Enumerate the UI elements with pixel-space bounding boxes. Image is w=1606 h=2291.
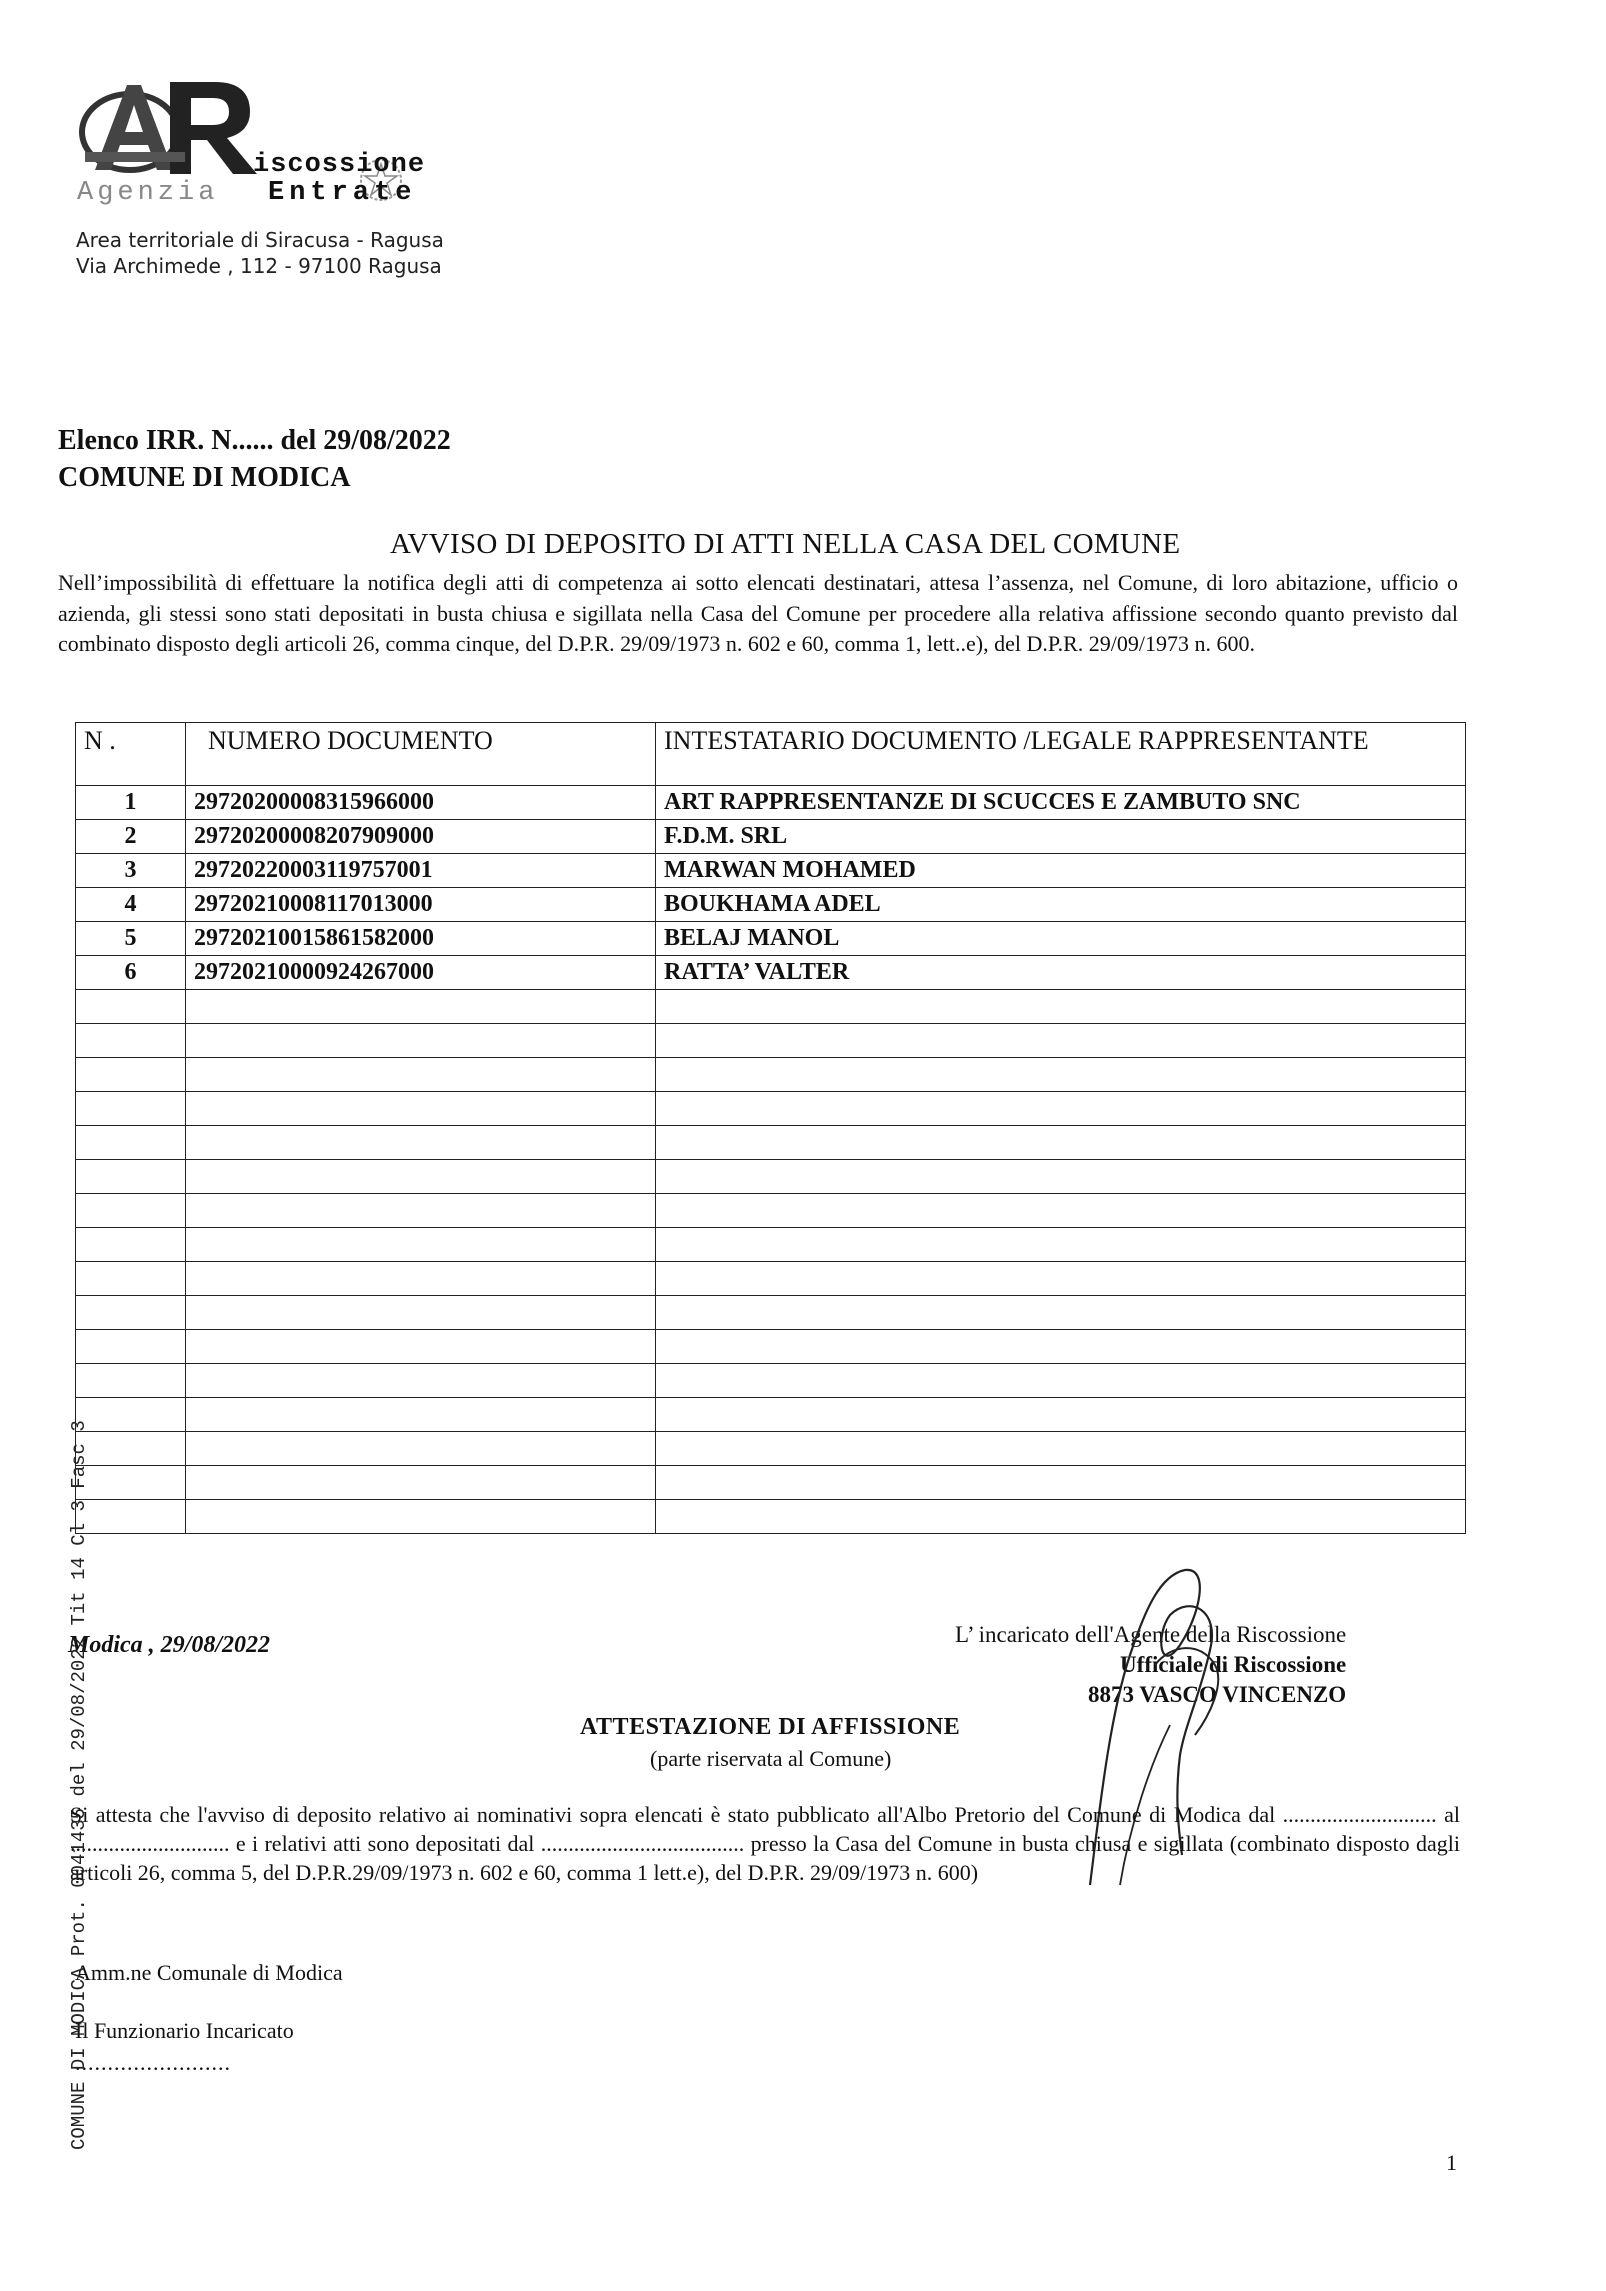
signatory-role: L’ incaricato dell'Agente della Riscossione [955,1622,1347,1647]
empty-cell [76,1432,186,1466]
empty-table-row [76,1330,1466,1364]
empty-cell [76,1160,186,1194]
empty-cell [186,1398,656,1432]
empty-table-row [76,1432,1466,1466]
table-row [76,786,1466,820]
empty-table-row [76,1466,1466,1500]
empty-cell [656,990,1466,1024]
empty-cell [656,1228,1466,1262]
empty-cell [656,1194,1466,1228]
official-in-charge: Il Funzionario Incaricato [75,2018,294,2043]
row-holder-name: BELAJ MANOL [656,922,1466,956]
empty-table-row [76,1160,1466,1194]
empty-cell [656,1466,1466,1500]
logo-iscossione-text: iscossione [253,150,426,180]
row-number: 1 [76,786,186,820]
empty-table-row [76,1500,1466,1534]
row-holder-name: RATTA’ VALTER [656,956,1466,990]
empty-table-row [76,1296,1466,1330]
empty-cell [186,1466,656,1500]
documents-table [75,722,1466,1534]
empty-cell [76,1466,186,1500]
empty-cell [656,1432,1466,1466]
protocol-stamp: COMUNE DI MODICA Prot. 0041435 del 29/08/2022 Tit 14 Cl 3 Fasc 3 [68,1420,90,2150]
empty-cell [186,990,656,1024]
empty-cell [186,1500,656,1534]
header-numero-documento: NUMERO DOCUMENTO [186,723,656,786]
empty-cell [656,1330,1466,1364]
row-holder-name: BOUKHAMA ADEL [656,888,1466,922]
signature-line: ........................ [75,2050,231,2075]
row-document-number: 29720200008207909000 [186,820,656,854]
intro-paragraph: Nell’impossibilità di effettuare la notifica degli atti di competenza ai sotto elencati destinatari, attesa l’assenza, nel Comune, di loro abitazione, ufficio o azienda, gli stessi sono stati depositati in busta chiusa e sigillata nella Casa del Comune per procedere alla relativa affissione secondo quanto previsto dal combinato disposto degli articoli 26, comma cinque, del D.P.R. 29/09/1973 n. 602 e 60, comma 1, lett..e), del D.P.R. 29/09/1973 n. 600. [58,570,1458,656]
signatory-name: 8873 VASCO VINCENZO [1088,1682,1347,1707]
row-document-number: 29720210008117013000 [186,888,656,922]
table-row [76,888,1466,922]
empty-cell [656,1364,1466,1398]
municipal-administration: Amm.ne Comunale di Modica [75,1960,343,1985]
empty-table-row [76,1092,1466,1126]
logo-entrate-text: Entrate [268,178,417,208]
empty-cell [186,1228,656,1262]
attestation-title: ATTESTAZIONE DI AFFISSIONE [580,1714,961,1740]
empty-cell [186,1432,656,1466]
empty-cell [76,1500,186,1534]
comune-heading: COMUNE DI MODICA [58,462,351,493]
empty-cell [76,1228,186,1262]
empty-cell [76,1330,186,1364]
empty-cell [76,990,186,1024]
row-number: 2 [76,820,186,854]
row-number: 4 [76,888,186,922]
empty-table-row [76,1364,1466,1398]
table-row [76,956,1466,990]
empty-table-row [76,1398,1466,1432]
empty-cell [656,1296,1466,1330]
empty-cell [76,1398,186,1432]
empty-cell [186,1092,656,1126]
empty-cell [76,1126,186,1160]
logo-agenzia-text: Agenzia [77,178,219,208]
header-n: N . [76,723,186,786]
header-intestatario: INTESTATARIO DOCUMENTO /LEGALE RAPPRESENTANTE [656,723,1466,786]
empty-cell [186,1364,656,1398]
empty-cell [186,1160,656,1194]
empty-table-row [76,1228,1466,1262]
empty-cell [76,1194,186,1228]
row-holder-name: MARWAN MOHAMED [656,854,1466,888]
empty-table-row [76,1024,1466,1058]
row-document-number: 29720200008315966000 [186,786,656,820]
empty-cell [186,1024,656,1058]
address-line-2: Via Archimede , 112 - 97100 Ragusa [76,254,442,278]
page-number: 1 [1446,2150,1457,2175]
empty-cell [186,1330,656,1364]
row-number: 6 [76,956,186,990]
empty-cell [76,1092,186,1126]
elenco-heading: Elenco IRR. N...... del 29/08/2022 [58,425,451,456]
signatory-office: Ufficiale di Riscossione [1120,1652,1347,1677]
empty-cell [656,1262,1466,1296]
empty-cell [656,1058,1466,1092]
table-row [76,820,1466,854]
empty-cell [76,1262,186,1296]
row-document-number: 29720220003119757001 [186,854,656,888]
empty-cell [76,1058,186,1092]
empty-table-row [76,1058,1466,1092]
row-number: 3 [76,854,186,888]
empty-cell [656,1160,1466,1194]
empty-cell [76,1364,186,1398]
logo-ar-mark [75,70,265,180]
attestation-subtitle: (parte riservata al Comune) [650,1746,892,1771]
address-line-1: Area territoriale di Siracusa - Ragusa [76,228,444,252]
row-document-number: 29720210015861582000 [186,922,656,956]
empty-table-row [76,1262,1466,1296]
empty-cell [186,1194,656,1228]
empty-cell [186,1262,656,1296]
row-document-number: 29720210000924267000 [186,956,656,990]
agenzia-riscossione-logo [75,70,475,220]
empty-cell [656,1500,1466,1534]
row-holder-name: ART RAPPRESENTANZE DI SCUCCES E ZAMBUTO SNC [656,786,1466,820]
empty-cell [76,1024,186,1058]
place-date: Modica , 29/08/2022 [68,1632,270,1658]
document-title: AVVISO DI DEPOSITO DI ATTI NELLA CASA DEL COMUNE [390,528,1181,560]
row-holder-name: F.D.M. SRL [656,820,1466,854]
empty-cell [656,1092,1466,1126]
table-row [76,922,1466,956]
table-row [76,854,1466,888]
table-header-row [76,723,1466,786]
empty-table-row [76,1194,1466,1228]
empty-cell [656,1126,1466,1160]
empty-cell [76,1296,186,1330]
empty-cell [656,1398,1466,1432]
empty-table-row [76,1126,1466,1160]
empty-cell [656,1024,1466,1058]
row-number: 5 [76,922,186,956]
attestation-paragraph: Si attesta che l'avviso di deposito relativo ai nominativi sopra elencati è stato pubblicato all'Albo Pretorio del Comune di Modica dal ............................ al ............................. e i relativi atti sono depositati dal ..................................... presso la Casa del Comune in busta chiusa e sigillata (combinato disposto dagli articoli 26, comma 5, del D.P.R.29/09/1973 n. 602 e 60, comma 1 lett.e), del D.P.R. 29/09/1973 n. 600) [70,1802,1460,1885]
empty-table-row [76,990,1466,1024]
empty-cell [186,1296,656,1330]
empty-cell [186,1058,656,1092]
empty-cell [186,1126,656,1160]
